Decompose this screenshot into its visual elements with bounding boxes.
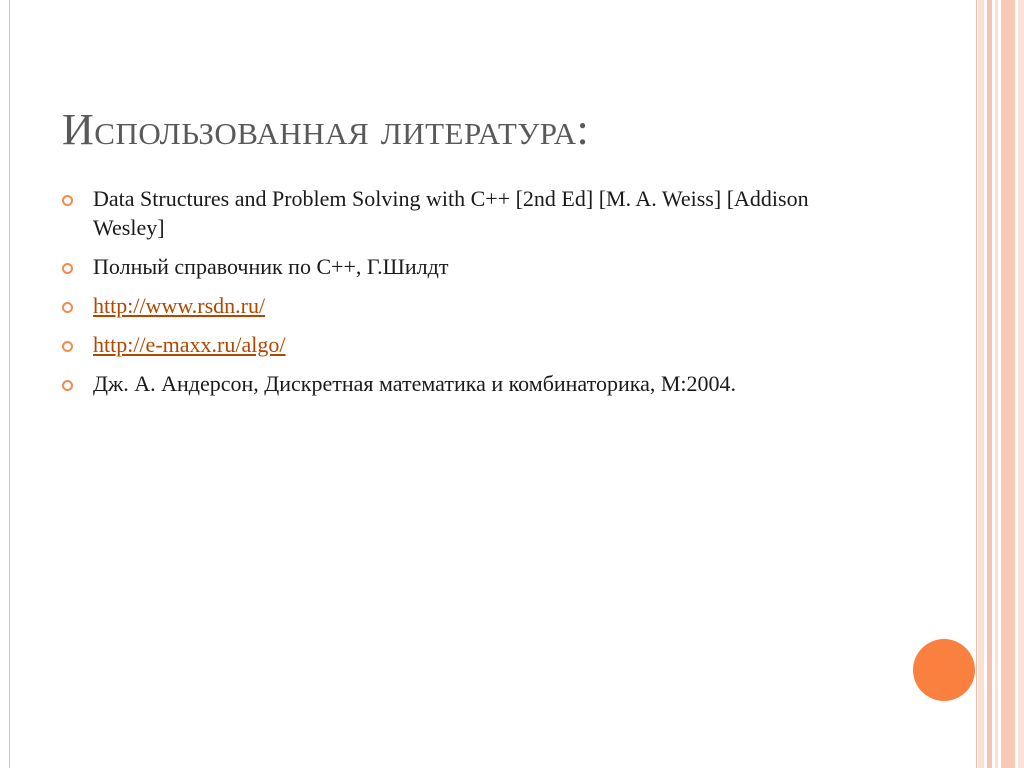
- decorative-stripe: [1001, 0, 1015, 768]
- reference-text: Data Structures and Problem Solving with C++ [2nd Ed] [M. A. Weiss] [Addison Wesley]: [93, 186, 809, 240]
- slide-title: Использованная литература:: [62, 105, 590, 154]
- decorative-stripe: [978, 0, 984, 768]
- bullet-circle-icon: [62, 341, 73, 352]
- decorative-stripe: [1018, 0, 1024, 768]
- decorative-stripe: [987, 0, 992, 768]
- list-item: [62, 184, 862, 242]
- bullet-circle-icon: [62, 380, 73, 391]
- emaxx-link[interactable]: http://e-maxx.ru/algo/: [93, 332, 286, 357]
- bullet-circle-icon: [62, 302, 73, 313]
- list-item: [62, 252, 862, 281]
- decorative-stripe: [995, 0, 998, 768]
- list-item: [62, 369, 862, 398]
- list-item: [62, 291, 862, 320]
- decorative-circle: [913, 639, 975, 701]
- reference-text: Дж. А. Андерсон, Дискретная математика и комбинаторика, М:2004.: [93, 371, 737, 396]
- bullet-circle-icon: [62, 195, 73, 206]
- reference-text: Полный справочник по C++, Г.Шилдт: [93, 254, 449, 279]
- bullet-circle-icon: [62, 263, 73, 274]
- rsdn-link[interactable]: http://www.rsdn.ru/: [93, 293, 266, 318]
- list-item: [62, 330, 862, 359]
- bullet-list: [62, 184, 862, 408]
